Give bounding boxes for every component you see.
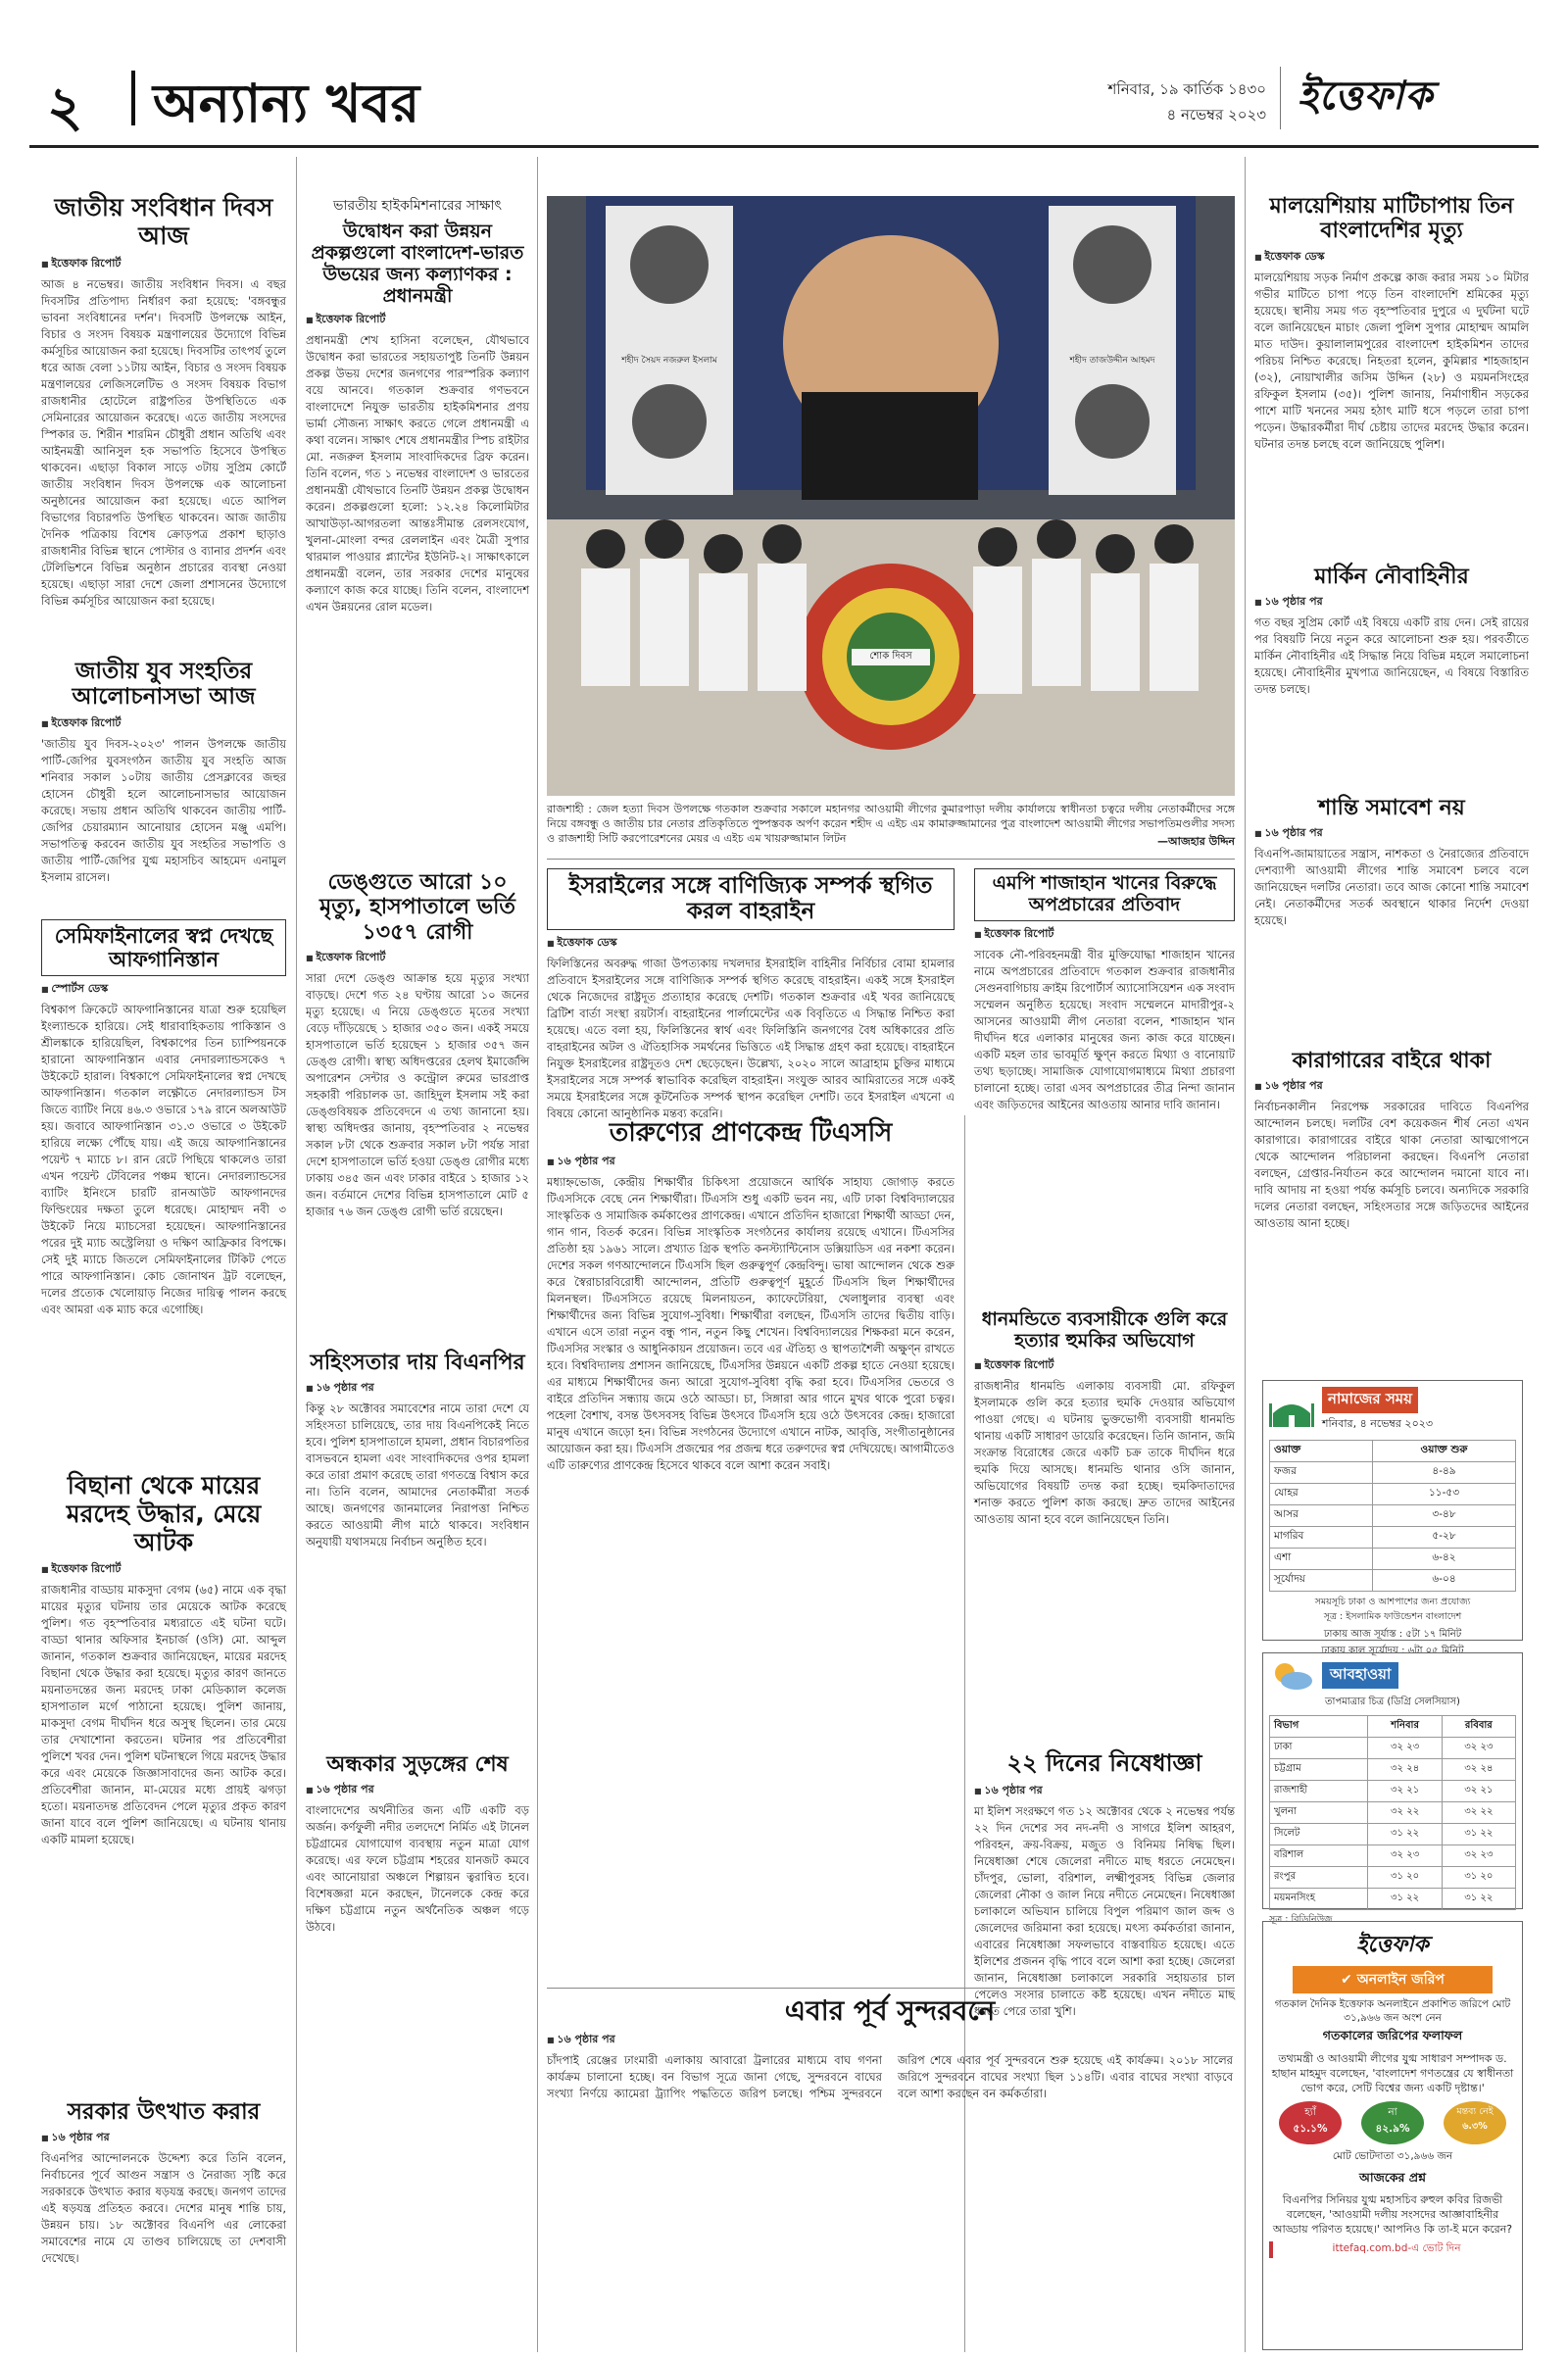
byline: ■ ইত্তেফাক রিপোর্ট (306, 311, 529, 329)
poll-no-percent: ৪২.৯% (1375, 2123, 1410, 2135)
column-divider (537, 157, 538, 2352)
city-name: রংপুর (1270, 1867, 1368, 1889)
article-body: মা ইলিশ সংরক্ষণে গত ১২ অক্টোবর থেকে ২ নভেম্বর পর্যন্ত ২২ দিন দেশের সব নদ-নদী ও সাগরে ইলিশ আহরণ, পরিবহন, ক্রয়-বিক্রয়, মজুত ও বিনিময় নিষিদ্ধ ছিল। নিষেধাজ্ঞা শেষে জেলেরা নদীতে মাছ ধরতে নেমেছেন। চাঁদপুর, ভোলা, বরিশাল, লক্ষ্মীপুরসহ বিভিন্ন জেলার জেলেরা নৌকা ও জাল নিয়ে নদীতে নেমেছেন। নিষেধাজ্ঞা চলাকালে অভিযান চালিয়ে বিপুল পরিমাণ জাল জব্দ ও জেলেদের জরিমানা করা হয়েছে। মৎস্য কর্মকর্তারা জানান, এবারের নিষেধাজ্ঞা সফলভাবে বাস্তবায়িত হয়েছে। এতে ইলিশের প্রজনন বৃদ্ধি পাবে বলে আশা করা হচ্ছে। জেলেরা জানান, নিষেধাজ্ঞা চলাকালে সরকারি সহায়তার চাল পেলেও সংসার চালাতে কষ্ট হয়েছে। এখন নদীতে মাছ ধরতে পেরে তারা খুশি। (974, 1803, 1235, 2018)
date-bengali: শনিবার, ১৯ কার্তিক ১৪৩০ (1107, 80, 1266, 98)
poll-no-label: না (1388, 2106, 1397, 2118)
table-row (1270, 1505, 1516, 1527)
headline: ধানমন্ডিতে ব্যবসায়ীকে গুলি করে হত্যার হুমকির অভিযোগ (981, 1308, 1228, 1352)
headline: জাতীয় যুব সংহতির আলোচনাসভা আজ (72, 659, 256, 711)
poll-label-banner (1293, 1966, 1493, 1993)
prayer-header (1269, 1387, 1516, 1434)
article-body: 'জাতীয় যুব দিবস-২০২৩' পালন উপলক্ষে জাতীয় পার্টি-জেপির যুবসংগঠন জাতীয় যুব সংহতি আজ শনিবার সকাল ১০টায় জাতীয় প্রেসক্লাবের জহুর হোসেন চৌধুরী হলে আলোচনাসভার আয়োজন করেছে। সভায় প্রধান অতিথি থাকবেন জাতীয় পার্টি-জেপির চেয়ারম্যান আনোয়ার হোসেন মঞ্জু এমপি। সভাপতিত্ব করবেন জাতীয় যুব সংহতির সভাপতি ও জাতীয় পার্টি-জেপির যুগ্ম মহাসচিব আহমেদ এনামুল ইসলাম রাসেল। (41, 736, 286, 884)
table-row (1270, 1889, 1516, 1910)
prayer-time: ৬-০৪ (1373, 1570, 1516, 1592)
headline-box (41, 919, 286, 976)
article-shajahan-khan (974, 868, 1235, 1300)
byline: ■ ১৬ পৃষ্ঠার পর (1254, 824, 1529, 843)
prayer-times-box (1262, 1380, 1523, 1656)
poll-icon: ✔ (1341, 1972, 1357, 1988)
byline: ■ ১৬ পৃষ্ঠার পর (547, 1153, 955, 1171)
prayer-name: সূর্যোদয় (1270, 1570, 1373, 1592)
article-mother-body (41, 1472, 286, 2085)
weather-title: আবহাওয়া (1322, 1662, 1398, 1689)
caption-text: রাজশাহী : জেল হত্যা দিবস উপলক্ষে গতকাল শুক্রবার সকালে মহানগর আওয়ামী লীগের কুমারপাড়া দলীয় কার্যালয়ে স্বাধীনতা চত্বরে দলীয় নেতাকর্মীদের সঙ্গে নিয়ে বঙ্গবন্ধু ও জাতীয় চার নেতার প্রতিকৃতিতে পুষ্পস্তবক অর্পণ করেন শহীদ এ এইচ এম কামারুজ্জামানের পুত্র বাংলাদেশ আওয়ামী লীগের সভাপতিমণ্ডলীর সদস্য ও রাজশাহী সিটি করপোরেশনের মেয়র এ এইচ এম খায়রুজ্জামান লিটন (547, 803, 1235, 845)
temp-day1: ৩২ ২৪ (1368, 1759, 1442, 1781)
byline: ■ ১৬ পৃষ্ঠার পর (974, 1782, 1235, 1800)
temp-day2: ৩২ ২২ (1442, 1802, 1515, 1824)
masthead (29, 57, 1539, 143)
table-row (1270, 1867, 1516, 1889)
temp-day2: ৩১ ২০ (1442, 1867, 1515, 1889)
article-govt-overthrow (41, 2099, 286, 2349)
table-row (1270, 1462, 1516, 1484)
article-dhanmondi-threat (974, 1309, 1235, 1741)
city-name: ময়মনসিংহ (1270, 1889, 1368, 1910)
table-row (1270, 1781, 1516, 1802)
table-row (1270, 1549, 1516, 1570)
article-body: প্রধানমন্ত্রী শেখ হাসিনা বলেছেন, যৌথভাবে উদ্বোধন করা ভারতের সহায়তাপুষ্ট তিনটি উন্নয়ন প্রকল্প উভয় দেশের জনগণের পারস্পরিক কল্যাণ বয়ে আনবে। গতকাল শুক্রবার গণভবনে বাংলাদেশে নিযুক্ত ভারতীয় হাইকমিশনার প্রণয় ভার্মা সৌজন্য সাক্ষাৎ করতে গেলে প্রধানমন্ত্রী এ কথা বলেন। সাক্ষাৎ শেষে প্রধানমন্ত্রীর স্পিচ রাইটার মো. নজরুল ইসলাম সাংবাদিকদের ব্রিফ করেন। তিনি বলেন, গত ১ নভেম্বর বাংলাদেশ ও ভারতের প্রধানমন্ত্রী যৌথভাবে তিনটি উন্নয়ন প্রকল্প উদ্বোধন করেন। প্রকল্পগুলো হলো: ১২.২৪ কিলোমিটার আখাউড়া-আগরতলা আন্তঃসীমান্ত রেলসংযোগ, খুলনা-মোংলা বন্দর রেললাইন এবং মৈত্রী সুপার থারমাল পাওয়ার প্ল্যান্টের ইউনিট-২। সাক্ষাৎকালে প্রধানমন্ত্রী বলেন, তার সরকার দেশের মানুষের কল্যাণে কাজ করে যাচ্ছে। তিনি বলেন, বাংলাদেশ এখন উন্নয়নের রোল মডেল। (306, 333, 529, 615)
poll-results (1269, 2101, 1516, 2144)
wreath-banner: শোক দিবস (852, 649, 930, 665)
table-row (1270, 1738, 1516, 1759)
article-outside-jail (1254, 1049, 1529, 1368)
portrait-caption: শহীদ তাজউদ্দীন আহমদ (1049, 353, 1176, 368)
byline: ■ ১৬ পৃষ্ঠার পর (1254, 1077, 1529, 1096)
prayer-note: সময়সূচি ঢাকা ও আশপাশের জন্য প্রযোজ্য (1314, 1597, 1471, 1607)
page-number: ২ (47, 74, 83, 139)
weather-header (1269, 1659, 1516, 1691)
poll-yes-percent: ৫১.১% (1293, 2123, 1328, 2135)
column-header: বিভাগ (1270, 1716, 1368, 1738)
byline: ■ ইত্তেফাক রিপোর্ট (306, 949, 529, 967)
page-title: অন্যান্য খবর (153, 72, 420, 134)
mosque-icon (1269, 1394, 1314, 1427)
poll-label: অনলাইন জরিপ (1356, 1972, 1445, 1988)
article-body: রাজধানীর বাড্ডায় মাকসুদা বেগম (৬৫) নামে এক বৃদ্ধা মায়ের মৃত্যুর ঘটনায় তার মেয়েকে আটক করেছে পুলিশ। গত বৃহস্পতিবার মধ্যরাতে এই ঘটনা ঘটে। বাড্ডা থানার অফিসার ইনচার্জ (ওসি) মো. আব্দুল জানান, গতকাল শুক্রবার জানিয়েছেন, মায়ের মরদেহ বিছানা থেকে উদ্ধার করা হয়েছে। মৃত্যুর কারণ জানতে ময়নাতদন্তের জন্য মরদেহ ঢাকা মেডিক্যাল কলেজ হাসপাতাল মর্গে পাঠানো হয়েছে। পুলিশ জানায়, মাকসুদা বেগম দীর্ঘদিন ধরে অসুস্থ ছিলেন। তার মেয়ে তার দেখাশোনা করতেন। ঘটনার পর প্রতিবেশীরা পুলিশে খবর দেন। পুলিশ ঘটনাস্থলে গিয়ে মরদেহ উদ্ধার করে এবং মেয়েকে জিজ্ঞাসাবাদের জন্য আটক করে। প্রতিবেশীরা জানান, মা-মেয়ের মধ্যে প্রায়ই ঝগড়া হতো। ময়নাতদন্ত প্রতিবেদন পেলে মৃত্যুর প্রকৃত কারণ জানা যাবে বলে পুলিশ জানিয়েছে। এ ঘটনায় থানায় একটি মামলা হয়েছে। (41, 1583, 286, 1847)
sunrise-time: ঢাকায় কাল সূর্যোদয় : ৬টা ০৫ মিনিট (1321, 1646, 1464, 1656)
article-body: সাবেক নৌ-পরিবহনমন্ত্রী বীর মুক্তিযোদ্ধা শাজাহান খানের নামে অপপ্রচারের প্রতিবাদে গতকাল শুক্রবার রাজধানীর সেগুনবাগিচায় ক্রাইম রিপোর্টার্স অ্যাসোসিয়েশন এক সংবাদ সম্মেলন অনুষ্ঠিত হয়েছে। সংবাদ সম্মেলনে মাদারীপুর-২ আসনের আওয়ামী লীগ নেতারা বলেন, শাজাহান খান দীর্ঘদিন ধরে এলাকার মানুষের জন্য কাজ করে যাচ্ছেন। একটি মহল তার ভাবমূর্তি ক্ষুণ্ন করতে মিথ্যা ও বানোয়াট তথ্য ছড়াচ্ছে। সামাজিক যোগাযোগমাধ্যমে মিথ্যা প্রচারণা চালানো হচ্ছে। তারা এসব অপপ্রচারের তীব্র নিন্দা জানান এবং জড়িতদের আইনের আওতায় আনার দাবি জানান। (974, 947, 1235, 1111)
article-tunnel (306, 1752, 529, 2350)
byline: ■ ১৬ পৃষ্ঠার পর (1254, 593, 1529, 612)
article-body: বাংলাদেশের অর্থনীতির জন্য এটি একটি বড় অর্জন। কর্ণফুলী নদীর তলদেশে নির্মিত এই টানেল চট্টগ্রামের যোগাযোগ ব্যবস্থায় নতুন মাত্রা যোগ করেছে। এর ফলে চট্টগ্রাম শহরের যানজট কমবে এবং আনোয়ারা অঞ্চলে শিল্পায়ন ত্বরান্বিত হবে। বিশেষজ্ঞরা মনে করছেন, টানেলকে কেন্দ্র করে দক্ষিণ চট্টগ্রামে নতুন অর্থনৈতিক অঞ্চল গড়ে উঠবে। (306, 1803, 529, 1935)
article-body: মধ্যাহ্নভোজ, কেন্দ্রীয় শিক্ষার্থীর চিকিৎসা প্রয়োজনে আর্থিক সাহায্য জোগাড় করতে টিএসসিকে বেছে নেন শিক্ষার্থীরা। টিএসসি শুধু একটি ভবন নয়, এটি ঢাকা বিশ্ববিদ্যালয়ের সাংস্কৃতিক ও সামাজিক কর্মকাণ্ডের প্রাণকেন্দ্র। এখানে প্রতিদিন হাজারো শিক্ষার্থী আড্ডা দেন, গান গান, বিতর্ক করেন। বিভিন্ন সাংস্কৃতিক সংগঠনের কার্যালয় রয়েছে এখানে। টিএসসির প্রতিষ্ঠা হয় ১৯৬১ সালে। প্রখ্যাত গ্রিক স্থপতি কনস্ট্যান্টিনোস ডক্সিয়াডিস এর নকশা করেন। দেশের সকল গণআন্দোলনে টিএসসি ছিল গুরুত্বপূর্ণ কেন্দ্রবিন্দু। ভাষা আন্দোলন থেকে শুরু করে স্বৈরাচারবিরোধী আন্দোলন, প্রতিটি গুরুত্বপূর্ণ মুহূর্তে টিএসসি ছিল শিক্ষার্থীদের মিলনস্থল। টিএসসিতে রয়েছে মিলনায়তন, ক্যাফেটেরিয়া, খেলাধুলার ব্যবস্থা এবং শিক্ষার্থীদের জন্য বিভিন্ন সুযোগ-সুবিধা। শিক্ষার্থীরা বলছেন, টিএসসি তাদের দ্বিতীয় বাড়ি। এখানে এসে তারা নতুন বন্ধু পান, নতুন কিছু শেখেন। বিশ্ববিদ্যালয়ের শিক্ষকরা মনে করেন, টিএসসির সংস্কার ও আধুনিকায়ন প্রয়োজন। তবে এর ঐতিহ্য ও স্থাপত্যশৈলী অক্ষুণ্ন রাখতে হবে। বিশ্ববিদ্যালয় প্রশাসন জানিয়েছে, টিএসসির উন্নয়নে একটি প্রকল্প হাতে নেওয়া হয়েছে। এর মাধ্যমে শিক্ষার্থীদের জন্য আরো সুযোগ-সুবিধা বৃদ্ধি করা হবে। টিএসসির ভেতরে ও বাইরে প্রতিদিন সন্ধ্যায় জমে ওঠে আড্ডা। চা, সিঙ্গারা আর গানে মুখর থাকে পুরো চত্বর। পহেলা বৈশাখ, বসন্ত উৎসবসহ বিভিন্ন উৎসবে টিএসসি হয়ে ওঠে উৎসবের কেন্দ্র। হাজারো মানুষ এখানে জড়ো হন। বিভিন্ন সংগঠনের উদ্যোগে এখানে নাটক, আবৃত্তি, সংগীতানুষ্ঠানের আয়োজন করা হয়। টিএসসি প্রজন্মের পর প্রজন্ম ধরে তরুণদের স্বপ্ন দেখিয়েছে। আগামীতেও এটি তারুণ্যের প্রাণকেন্দ্র হিসেবে থাকবে বলে আশা করেন সবাই। (547, 1174, 955, 1472)
article-body: নির্বাচনকালীন নিরপেক্ষ সরকারের দাবিতে বিএনপির আন্দোলন চলছে। দলটির বেশ কয়েকজন শীর্ষ নেতা এখন কারাগারে। কারাগারের বাইরে থাকা নেতারা আত্মগোপনে থেকে আন্দোলন পরিচালনা করছেন। বিএনপি নেতারা বলছেন, গ্রেপ্তার-নির্যাতন করে আন্দোলন দমানো যাবে না। দাবি আদায় না হওয়া পর্যন্ত কর্মসূচি চলবে। অন্যদিকে সরকারি দলের নেতারা বলছেন, সহিংসতার সঙ্গে জড়িতদের আইনের আওতায় আনা হচ্ছে। (1254, 1100, 1529, 1231)
prayer-time: ৫-২৮ (1373, 1527, 1516, 1549)
temp-day2: ৩২ ২১ (1442, 1781, 1515, 1802)
temp-day1: ৩২ ২৩ (1368, 1845, 1442, 1867)
article-sundarbans (547, 1995, 1233, 2350)
prayer-time: ৪-৪৯ (1373, 1462, 1516, 1484)
temp-day2: ৩২ ২৩ (1442, 1738, 1515, 1759)
byline: ■ ইত্তেফাক রিপোর্ট (41, 1560, 286, 1579)
article-body: সারা দেশে ডেঙ্গু আক্রান্ত হয়ে মৃত্যুর সংখ্যা বাড়ছে। দেশে গত ২৪ ঘণ্টায় আরো ১০ জনের মৃত্যু হয়েছে। এ নিয়ে ডেঙ্গুতে মৃতের সংখ্যা বেড়ে দাঁড়িয়েছে ১ হাজার ৩৫০ জন। একই সময়ে হাসপাতালে ভর্তি হয়েছেন ১ হাজার ৩৫৭ জন ডেঙ্গু রোগী। স্বাস্থ্য অধিদপ্তরের হেলথ ইমার্জেন্সি অপারেশন সেন্টার ও কন্ট্রোল রুমের ভারপ্রাপ্ত সহকারী পরিচালক ডা. জাহিদুল ইসলাম সই করা ডেঙ্গুবিষয়ক প্রতিবেদনে এ তথ্য জানানো হয়। স্বাস্থ্য অধিদপ্তর জানায়, বৃহস্পতিবার ২ নভেম্বর সকাল ৮টা থেকে শুক্রবার সকাল ৮টা পর্যন্ত সারা দেশে হাসপাতালে ভর্তি হওয়া ডেঙ্গু রোগীর মধ্যে ঢাকায় ৩৪৫ জন এবং ঢাকার বাইরে ১ হাজার ১২ জন। বর্তমানে দেশের বিভিন্ন হাসপাতালে মোট ৫ হাজার ৭৬ জন ডেঙ্গু রোগী ভর্তি রয়েছেন। (306, 970, 529, 1218)
prayer-title: নামাজের সময় (1322, 1387, 1418, 1413)
article-youth-meeting (41, 659, 286, 909)
poll-none (1444, 2101, 1506, 2144)
photo-credit: —আজহার উদ্দিন (1152, 833, 1235, 852)
headline: মালয়েশিয়ায় মাটিচাপায় তিন বাংলাদেশির মৃত্যু (1269, 194, 1514, 244)
headline: ২২ দিনের নিষেধাজ্ঞা (1006, 1749, 1202, 1777)
poll-today-question: বিএনপির সিনিয়র যুগ্ম মহাসচিব রুহুল কবির রিজভী বলেছেন, 'আওয়ামী দলীয় সংসদের আজ্ঞাবাহিনীর আড্ডায় পরিণত হয়েছে।' আপনিও কি তা-ই মনে করেন? (1272, 2193, 1513, 2236)
poll-none-label: মন্তব্য নেই (1456, 2106, 1494, 2117)
poll-vote-link[interactable]: ittefaq.com.bd-এ ভোট দিন (1269, 2241, 1516, 2258)
column-divider (1245, 157, 1246, 2352)
poll-participation: গতকাল দৈনিক ইত্তেফাক অনলাইনে প্রকাশিত জরিপে মোট ৩১,৯৬৬ জন অংশ নেন (1274, 1998, 1511, 2024)
byline: ■ ইত্তেফাক রিপোর্ট (41, 255, 286, 273)
city-name: ঢাকা (1270, 1738, 1368, 1759)
article-body: আজ ৪ নভেম্বর। জাতীয় সংবিধান দিবস। এ বছর দিবসটির প্রতিপাদ্য নির্ধারণ করা হয়েছে: 'বঙ্গবন্ধুর ভাবনা সংবিধানের দর্শন'। দিবসটি উপলক্ষে আইন, বিচার ও সংসদ বিষয়ক মন্ত্রণালয়ের উদ্যোগে বিভিন্ন কর্মসূচির আয়োজন করা হয়েছে। দিবসটির তাৎপর্য তুলে ধরে আজ বেলা ১১টায় আইন, বিচার ও সংসদ বিষয়ক মন্ত্রণালয়ের লেজিসলেটিভ ও সংসদ বিষয়ক বিভাগ রাজধানীর হোটেলে রাষ্ট্রপতির উপস্থিতিতে এক সেমিনারের আয়োজন করেছে। এতে জাতীয় সংসদের স্পিকার ড. শিরীন শারমিন চৌধুরী প্রধান অতিথি এবং আইনমন্ত্রী আনিসুল হক সভাপতি হিসেবে উপস্থিত থাকবেন। এছাড়া বিকাল সাড়ে ৩টায় সুপ্রিম কোর্টে জাতীয় সংবিধান দিবস উপলক্ষে এক আলোচনা অনুষ্ঠানের আয়োজন করা হয়েছে। এতে আপিল বিভাগের বিচারপতি উপস্থিত থাকবেন। আজ জাতীয় দৈনিক পত্রিকায় বিশেষ ক্রোড়পত্র প্রকাশ ছাড়াও রাজধানীর বিভিন্ন স্থানে পোস্টার ও ব্যানার প্রদর্শন এবং টেলিভিশনে বিভিন্ন অনুষ্ঠান প্রচারের ব্যবস্থা নেওয়া হয়েছে। এছাড়া সারা দেশে জেলা প্রশাসনের উদ্যোগে বিভিন্ন কর্মসূচির আয়োজন করা হয়েছে। (41, 276, 286, 608)
byline: ■ ইত্তেফাক ডেস্ক (1254, 248, 1529, 267)
prayer-source: সূত্র : ইসলামিক ফাউন্ডেশন বাংলাদেশ (1323, 1611, 1462, 1622)
weather-box (1262, 1652, 1523, 1925)
article-body: রাজধানীর ধানমন্ডি এলাকায় ব্যবসায়ী মো. রফিকুল ইসলামকে গুলি করে হত্যার হুমকি দেওয়ার অভিযোগ পাওয়া গেছে। এ ঘটনায় ভুক্তভোগী ব্যবসায়ী ধানমন্ডি থানায় একটি সাধারণ ডায়েরি করেছেন। তিনি জানান, জমি সংক্রান্ত বিরোধের জেরে একটি চক্র তাকে দীর্ঘদিন ধরে হুমকি দিয়ে আসছে। ধানমন্ডি থানার ওসি জানান, অভিযোগের বিষয়টি তদন্ত করা হচ্ছে। হুমকিদাতাদের শনাক্ত করতে পুলিশ কাজ করছে। দ্রুত তাদের আইনের আওতায় আনা হবে বলে জানিয়েছেন তিনি। (974, 1378, 1235, 1526)
headline-box (974, 868, 1235, 921)
table-row (1270, 1824, 1516, 1845)
table-row (1270, 1484, 1516, 1505)
prayer-name: ফজর (1270, 1462, 1373, 1484)
poll-yes (1279, 2101, 1342, 2144)
table-header-row (1270, 1441, 1516, 1462)
newspaper-logo (1298, 65, 1533, 129)
headline-box (547, 868, 955, 930)
portrait-caption: শহীদ সৈয়দ নজরুল ইসলাম (606, 353, 733, 368)
poll-question: তথ্যমন্ত্রী ও আওয়ামী লীগের যুগ্ম সাধারণ সম্পাদক ড. হাছান মাহমুদ বলেছেন, 'বাংলাদেশ গণতন্ত্রের যে স্বাধীনতা ভোগ করে, সেটি বিশ্বের জন্য একটি দৃষ্টান্ত।' (1271, 2052, 1514, 2094)
article-body: বিশ্বকাপ ক্রিকেটে আফগানিস্তানের যাত্রা শুরু হয়েছিল ইংল্যান্ডকে হারিয়ে। সেই ধারাবাহিকতায় পাকিস্তান ও শ্রীলঙ্কাকে হারিয়েছিল, বিশ্বকাপের তিন চ্যাম্পিয়নকে হারানো আফগানিস্তান এবার নেদারল্যান্ডসকেও ৭ উইকেটে হারাল। বিশ্বকাপে সেমিফাইনালের স্বপ্ন দেখছে আফগানিস্তান। গতকাল লক্ষ্ণৌতে নেদারল্যান্ডস টস জিতে ব্যাটিং নিয়ে ৪৬.৩ ওভারে ১৭৯ রানে অলআউট হয়। জবাবে আফগানিস্তান ৩১.৩ ওভারে ৩ উইকেট হারিয়ে লক্ষ্যে পৌঁছে যায়। এই জয়ে আফগানিস্তানের পয়েন্ট ৭ ম্যাচে ৮। রান রেটে পিছিয়ে থাকলেও তারা এখন পয়েন্ট টেবিলের পঞ্চম স্থানে। নেদারল্যান্ডসের ব্যাটিং ইনিংসে চারটি রানআউট আফগানদের ফিল্ডিংয়ের দক্ষতা তুলে ধরেছে। মোহাম্মদ নবী ৩ উইকেট নিয়ে ম্যাচসেরা হয়েছেন। আফগানিস্তানের পরের দুই ম্যাচ অস্ট্রেলিয়া ও দক্ষিণ আফ্রিকার বিপক্ষে। সেই দুই ম্যাচে জিতলে সেমিফাইনালের টিকিট পেতে পারে আফগানিস্তান। কোচ জোনাথন ট্রট বলেছেন, দলের প্রত্যেক খেলোয়াড় নিজের দায়িত্ব পালন করছে এবং আমরা এক ম্যাচ করে এগোচ্ছি। (41, 1003, 286, 1317)
byline: ■ ইত্তেফাক রিপোর্ট (41, 714, 286, 733)
article-us-navy (1254, 565, 1529, 788)
poll-today-heading: আজকের প্রশ্ন (1359, 2170, 1426, 2185)
table-row (1270, 1845, 1516, 1867)
city-name: সিলেট (1270, 1824, 1368, 1845)
table-row (1270, 1570, 1516, 1592)
photo-illustration (547, 196, 1235, 796)
headline: সহিংসতার দায় বিএনপির (310, 1351, 525, 1375)
table-row (1270, 1527, 1516, 1549)
weather-table (1269, 1715, 1516, 1910)
temp-day1: ৩১ ২২ (1368, 1889, 1442, 1910)
section-rule (547, 859, 1235, 860)
article-body: মালয়েশিয়ায় সড়ক নির্মাণ প্রকল্পে কাজ করার সময় ১০ মিটার গভীর মাটিতে চাপা পড়ে তিন বাংলাদেশি শ্রমিকের মৃত্যু হয়েছে। স্থানীয় সময় গত বৃহস্পতিবার দুপুরে এ দুর্ঘটনা ঘটে বলে জানিয়েছেন মাচাং জেলা পুলিশ সুপার মোহাম্মদ আমলি মাত দাউদ। কুয়ালালামপুরের বাংলাদেশ হাইকমিশন তাদের পরিচয় নিশ্চিত করেছে। নিহতরা হলেন, কুমিল্লার শাহজাহান (৩২), নোয়াখালীর জসিম উদ্দিন (২৮) ও ময়মনসিংহের রফিকুল ইসলাম (৩৫)। পুলিশ জানায়, নির্মাণাধীন সড়কের পাশে মাটি খননের সময় হঠাৎ মাটি ধসে পড়লে তারা চাপা পড়েন। উদ্ধারকর্মীরা দীর্ঘ চেষ্টায় তাদের মরদেহ উদ্ধার করেন। ঘটনার তদন্ত চলছে বলে জানিয়েছে পুলিশ। (1254, 270, 1529, 451)
city-name: খুলনা (1270, 1802, 1368, 1824)
weather-source: সূত্র : বিডিনিউজ (1269, 1914, 1333, 1925)
sunset-time: ঢাকায় আজ সূর্যাস্ত : ৫টা ১৭ মিনিট (1323, 1629, 1462, 1640)
table-header-row (1270, 1716, 1516, 1738)
prayer-time: ৩-৪৮ (1373, 1505, 1516, 1527)
article-malaysia (1254, 194, 1529, 555)
article-22-days-ban (974, 1749, 1235, 2018)
logo-wordmark: ইত্তেফাক (1298, 73, 1434, 119)
poll-none-percent: ৬.৩% (1462, 2121, 1488, 2132)
weather-subtitle: তাপমাত্রার চিত্র (ডিগ্রি সেলসিয়াস) (1325, 1697, 1460, 1707)
column-header: শনিবার (1368, 1716, 1442, 1738)
headline: এমপি শাজাহান খানের বিরুদ্ধে অপপ্রচারের প্রতিবাদ (992, 872, 1217, 915)
date-english: ৪ নভেম্বর ২০২৩ (1166, 106, 1266, 123)
article-tsc (547, 1119, 955, 1982)
byline: ■ ১৬ পৃষ্ঠার পর (306, 1379, 529, 1398)
headline: সরকার উৎখাত করার (67, 2099, 261, 2125)
column-header: ওয়াক্ত শুরু (1373, 1441, 1516, 1462)
byline: ■ ইত্তেফাক রিপোর্ট (974, 925, 1235, 944)
poll-yes-label: হ্যাঁ (1304, 2106, 1316, 2118)
table-row (1270, 1759, 1516, 1781)
byline: ■ ইত্তেফাক রিপোর্ট (974, 1356, 1235, 1375)
byline: ■ ১৬ পৃষ্ঠার পর (547, 2031, 1233, 2049)
headline: জাতীয় সংবিধান দিবস আজ (54, 193, 273, 250)
headline: উদ্বোধন করা উন্নয়ন প্রকল্পগুলো বাংলাদেশ-ভারত উভয়ের জন্য কল্যাণকর : প্রধানমন্ত্রী (311, 221, 524, 307)
headline: তারুণ্যের প্রাণকেন্দ্র টিএসসি (609, 1118, 893, 1148)
prayer-name: এশা (1270, 1549, 1373, 1570)
prayer-table (1269, 1440, 1516, 1592)
prayer-time: ৬-৪২ (1373, 1549, 1516, 1570)
poll-no (1361, 2101, 1424, 2144)
poll-result-heading: গতকালের জরিপের ফলাফল (1322, 2028, 1463, 2042)
temp-day2: ৩২ ২৩ (1442, 1845, 1515, 1867)
news-photo (547, 196, 1235, 796)
headline: মার্কিন নৌবাহিনীর (1314, 565, 1469, 589)
masthead-rule (29, 145, 1539, 148)
column-divider (296, 157, 297, 2352)
article-violence-bnp (306, 1351, 529, 1743)
temp-day2: ৩২ ২৪ (1442, 1759, 1515, 1781)
sun-cloud-icon (1269, 1659, 1314, 1691)
article-afghanistan (41, 919, 286, 1460)
article-body: কিন্তু ২৮ অক্টোবর সমাবেশের নামে তারা দেশে যে সহিংসতা চালিয়েছে, তার দায় বিএনপিকেই নিতে হবে। পুলিশ হাসপাতালে হামলা, প্রধান বিচারপতির বাসভবনে হামলা এবং সাংবাদিকদের ওপর হামলা করে তারা প্রমাণ করেছে তারা গণতন্ত্রে বিশ্বাস করে না। তিনি বলেন, আমাদের নেতাকর্মীরা সতর্ক আছে। জনগণের জানমালের নিরাপত্তা নিশ্চিত করতে আওয়ামী লীগ মাঠে থাকবে। সংবিধান অনুযায়ী যথাসময়ে নির্বাচন অনুষ্ঠিত হবে। (306, 1402, 529, 1549)
headline: শান্তি সমাবেশ নয় (1318, 796, 1465, 820)
temp-day1: ৩১ ২০ (1368, 1867, 1442, 1889)
online-poll-box (1262, 1921, 1523, 2350)
prayer-time: ১১-৫৩ (1373, 1484, 1516, 1505)
table-row (1270, 1802, 1516, 1824)
kicker: ভারতীয় হাইকমিশনারের সাক্ষাৎ (332, 198, 503, 214)
masthead-vrule (1280, 67, 1281, 129)
temp-day2: ৩১ ২২ (1442, 1824, 1515, 1845)
prayer-name: আসর (1270, 1505, 1373, 1527)
city-name: চট্টগ্রাম (1270, 1759, 1368, 1781)
column-header: ওয়াক্ত (1270, 1441, 1373, 1462)
article-body: গত বছর সুপ্রিম কোর্ট এই বিষয়ে একটি রায় দেন। সেই রায়ের পর বিষয়টি নিয়ে নতুন করে আলোচনা শুরু হয়। পরবর্তীতে মার্কিন নৌবাহিনীর এই সিদ্ধান্ত নিয়ে বিভিন্ন মহলে সমালোচনা হয়েছে। নৌবাহিনীর মুখপাত্র জানিয়েছেন, এ বিষয়ে বিস্তারিত তদন্ত চলছে। (1254, 615, 1529, 697)
article-body: বিএনপি-জামায়াতের সন্ত্রাস, নাশকতা ও নৈরাজ্যের প্রতিবাদে দেশব্যাপী আওয়ামী লীগের শান্তি সমাবেশ চলবে বলে জানিয়েছেন দলটির নেতারা। তবে আজ কোনো শান্তি সমাবেশ নেই। নেতাকর্মীদের সতর্ক অবস্থানে থাকার নির্দেশ দেওয়া হয়েছে। (1254, 847, 1529, 928)
article-constitution-day (41, 194, 286, 650)
headline: কারাগারের বাইরে থাকা (1292, 1049, 1492, 1073)
headline: ডেঙ্গুতে আরো ১০ মৃত্যু, হাসপাতালে ভর্তি ১৩৫৭ রোগী (319, 870, 515, 945)
prayer-name: মাগরিব (1270, 1527, 1373, 1549)
masthead-separator (131, 71, 135, 125)
headline: এবার পূর্ব সুন্দরবনে (784, 1994, 996, 2027)
article-dengue (306, 870, 529, 1341)
article-body: বিএনপির আন্দোলনকে উদ্দেশ্য করে তিনি বলেন, নির্বাচনের পূর্বে আগুন সন্ত্রাস ও নৈরাজ্য সৃষ্টি করে সরকারকে উৎখাত করার ষড়যন্ত্র করছে। জনগণ তাদের এই ষড়যন্ত্র প্রতিহত করবে। দেশের মানুষ শান্তি চায়, উন্নয়ন চায়। ১৮ অক্টোবর বিএনপি এর লোকেরা সমাবেশের নামে যে তাণ্ডব চালিয়েছে তা দেশবাসী দেখেছে। (41, 2151, 286, 2266)
city-name: বরিশাল (1270, 1845, 1368, 1867)
poll-logo: ইত্তেফাক (1356, 1932, 1429, 1957)
headline: বিছানা থেকে মায়ের মরদেহ উদ্ধার, মেয়ে আটক (66, 1471, 262, 1556)
temp-day1: ৩১ ২২ (1368, 1824, 1442, 1845)
article-pm-india (306, 194, 529, 861)
headline: ইসরাইলের সঙ্গে বাণিজ্যিক সম্পর্ক স্থগিত করল বাহরাইন (568, 873, 933, 925)
headline: অন্ধকার সুড়ঙ্গের শেষ (326, 1752, 509, 1777)
photo-caption (547, 802, 1235, 853)
byline: ■ ১৬ পৃষ্ঠার পর (306, 1781, 529, 1799)
temp-day2: ৩১ ২২ (1442, 1889, 1515, 1910)
byline: ■ স্পোর্টস ডেস্ক (41, 980, 286, 999)
temp-day1: ৩২ ২১ (1368, 1781, 1442, 1802)
temp-day1: ৩২ ২৩ (1368, 1738, 1442, 1759)
article-body: ফিলিস্তিনের অবরুদ্ধ গাজা উপত্যকায় দখলদার ইসরাইলি বাহিনীর নির্বিচার বোমা হামলার প্রতিবাদে ইসরাইলের সঙ্গে বাণিজ্যিক সম্পর্ক স্থগিত করেছে বাহরাইন। একই সঙ্গে ইসরাইল থেকে নিজেদের রাষ্ট্রদূত প্রত্যাহার করেছে দেশটি। গতকাল শুক্রবার এই খবর জানিয়েছে ব্রিটিশ বার্তা সংস্থা রয়টার্স। বাহরাইনের পার্লামেন্টের এক বিবৃতিতে এ সিদ্ধান্ত নিশ্চিত করা হয়েছে। এতে বলা হয়, ফিলিস্তিনের স্বার্থ এবং ফিলিস্তিনি জনগণের বৈধ অধিকারের প্রতি বাহরাইনের অটল ও ঐতিহাসিক সমর্থনের ভিত্তিতে এই সিদ্ধান্ত গ্রহণ করা হয়েছে। বাহরাইনে নিযুক্ত ইসরাইলের রাষ্ট্রদূতও দেশ ছেড়েছেন। উল্লেখ্য, ২০২০ সালে আব্রাহাম চুক্তির মাধ্যমে ইসরাইলের সঙ্গে সম্পর্ক স্বাভাবিক করেছিল বাহরাইন। সংযুক্ত আরব আমিরাতের সঙ্গে একই সময়ে ইসরাইলের সঙ্গে কূটনৈতিক সম্পর্ক স্থাপন করেছিল দেশটি। তবে ইসরাইল এখনো এ বিষয়ে কোনো আনুষ্ঠানিক মন্তব্য করেনি। (547, 956, 955, 1120)
prayer-date: শনিবার, ৪ নভেম্বর ২০২৩ (1322, 1417, 1434, 1430)
byline: ■ ১৬ পৃষ্ঠার পর (41, 2129, 286, 2147)
column-header: রবিবার (1442, 1716, 1515, 1738)
city-name: রাজশাহী (1270, 1781, 1368, 1802)
poll-total: মোট ভোটদাতা ৩১,৯৬৬ জন (1332, 2150, 1453, 2162)
prayer-name: যোহর (1270, 1484, 1373, 1505)
byline: ■ ইত্তেফাক ডেস্ক (547, 934, 955, 953)
headline: সেমিফাইনালের স্বপ্ন দেখছে আফগানিস্তান (54, 924, 273, 972)
temp-day1: ৩২ ২২ (1368, 1802, 1442, 1824)
article-peace-rally (1254, 796, 1529, 1041)
article-bahrain (547, 868, 955, 1120)
article-body: চাঁদপাই রেঞ্জের ঢাংমারী এলাকায় আবারো ট্রলারের মাধ্যমে বাঘ গণনা কার্যক্রম চালানো হচ্ছে। বন বিভাগ সূত্রে জানা গেছে, সুন্দরবনে বাঘের সংখ্যা নির্ণয়ে ক্যামেরা ট্র্যাপিং পদ্ধতিতে জরিপ চলছে। পশ্চিম সুন্দরবনে জরিপ শেষে এবার পূর্ব সুন্দরবনে শুরু হয়েছে এই কার্যক্রম। ২০১৮ সালের জরিপে সুন্দরবনে বাঘের সংখ্যা ছিল ১১৪টি। এবার বাঘের সংখ্যা বাড়বে বলে আশা করছেন বন কর্মকর্তারা। (547, 2053, 1233, 2101)
